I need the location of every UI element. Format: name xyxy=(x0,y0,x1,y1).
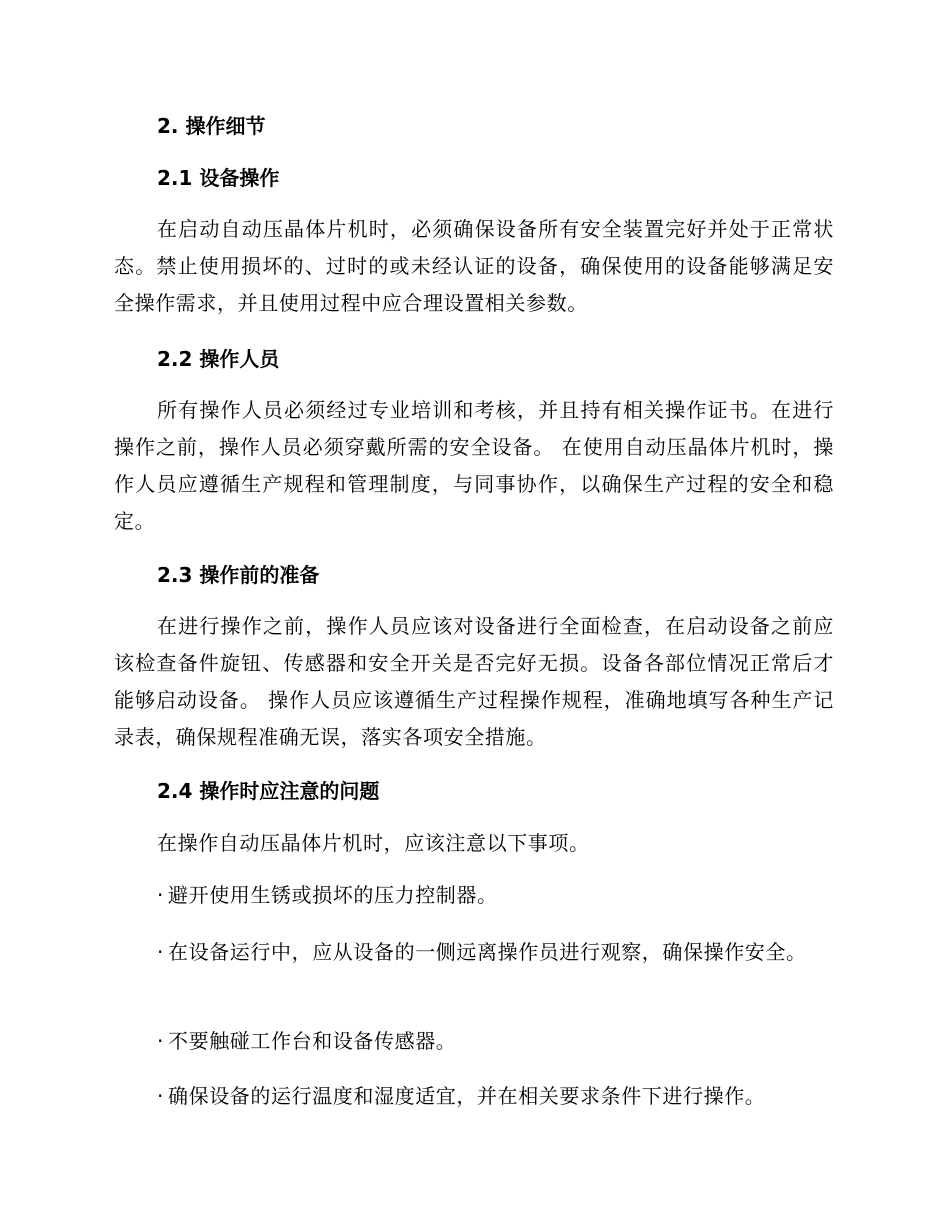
list-item xyxy=(114,877,834,914)
list-item xyxy=(114,934,834,971)
list-item xyxy=(114,1078,834,1115)
list-item-text: 确保设备的运行温度和湿度适宜，并在相关要求条件下进行操作。 xyxy=(168,1084,766,1108)
list-item-text: 在设备运行中，应从设备的一侧远离操作员进行观察，确保操作安全。 xyxy=(168,940,807,964)
list-item-text: 不要触碰工作台和设备传感器。 xyxy=(168,1029,457,1053)
section-heading: 2. 操作细节 xyxy=(157,114,266,138)
list-item xyxy=(114,1023,834,1060)
subsection-heading-precautions: 2.4 操作时应注意的问题 xyxy=(157,779,380,803)
paragraph-preparation: 在进行操作之前，操作人员应该对设备进行全面检查，在启动设备之前应该检查备件旋钮、传感器和安全开关是否完好无损。设备各部位情况正常后才能够启动设备。 操作人员应该遵循生产过程操作规程，准确地填写各种生产记录表，确保规程准确无误，落实各项安全措施。 xyxy=(114,614,834,749)
subsection-heading-preparation: 2.3 操作前的准备 xyxy=(157,563,320,587)
bullet-dot: · xyxy=(157,940,164,964)
precautions-intro: 在操作自动压晶体片机时，应该注意以下事项。 xyxy=(157,831,590,855)
bullet-dot: · xyxy=(157,1084,164,1108)
paragraph-personnel: 所有操作人员必须经过专业培训和考核，并且持有相关操作证书。在进行操作之前，操作人员必须穿戴所需的安全设备。 在使用自动压晶体片机时，操作人员应遵循生产规程和管理制度，与同事协作，以确保生产过程的安全和稳定。 xyxy=(114,398,834,533)
paragraph-equipment: 在启动自动压晶体片机时，必须确保设备所有安全装置完好并处于正常状态。禁止使用损坏的、过时的或未经认证的设备，确保使用的设备能够满足安全操作需求，并且使用过程中应合理设置相关参数。 xyxy=(114,217,834,315)
subsection-heading-personnel: 2.2 操作人员 xyxy=(157,347,280,371)
bullet-dot: · xyxy=(157,883,164,907)
bullet-dot: · xyxy=(157,1029,164,1053)
subsection-heading-equipment: 2.1 设备操作 xyxy=(157,166,280,190)
list-item-text: 避开使用生锈或损坏的压力控制器。 xyxy=(168,883,498,907)
